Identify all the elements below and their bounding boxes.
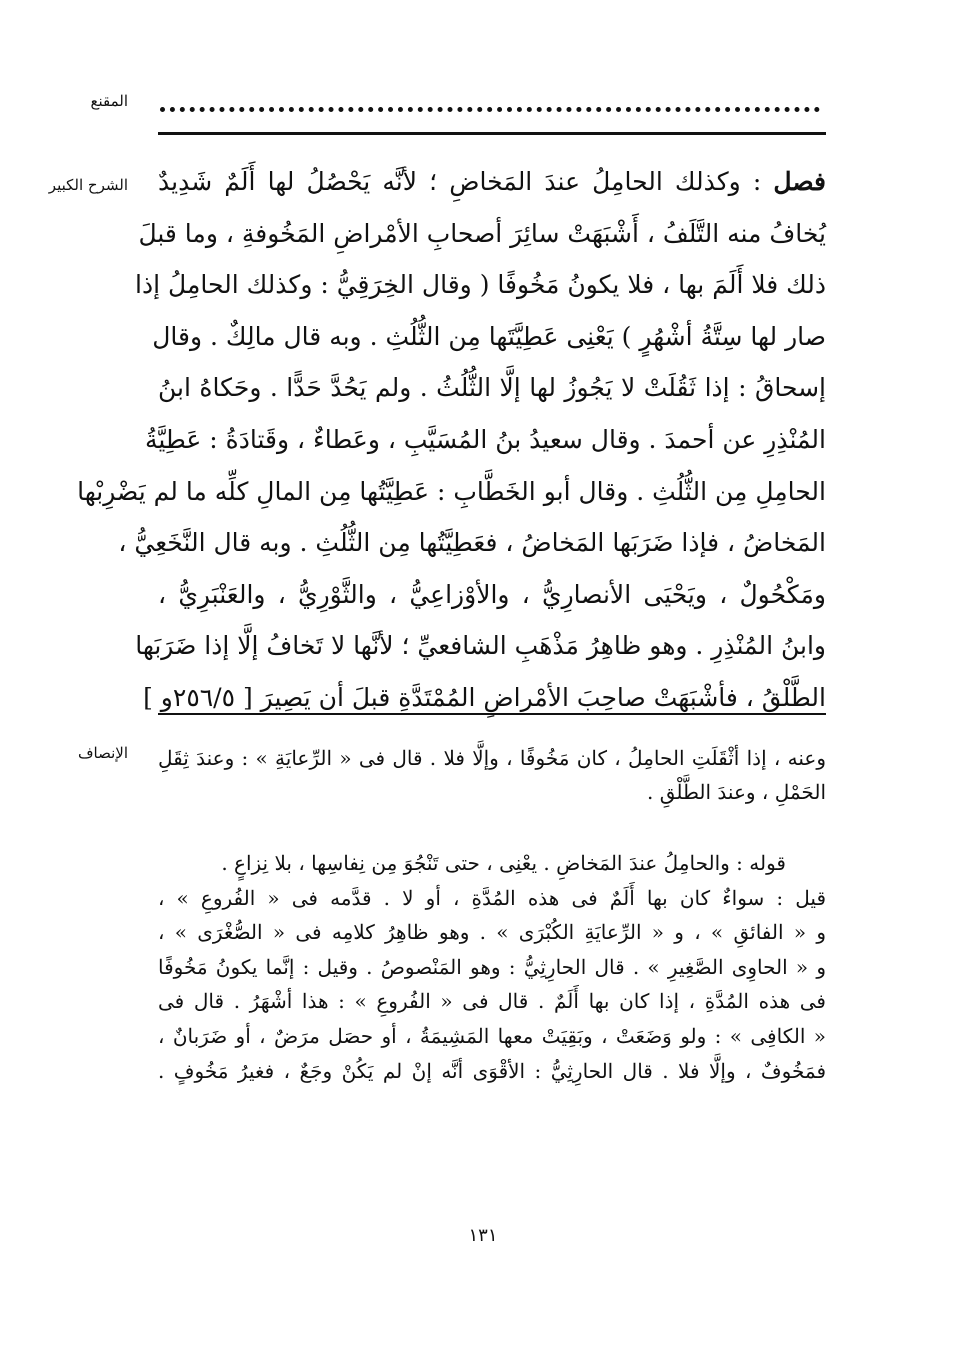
insaf-line: قوله : والحامِلُ عندَ المَخاضِ . يعْنِى ، حتى تَنْجُوَ مِن نِفاسِها ، بلا نِزاعٍ . xyxy=(221,851,786,875)
sharh-line: وابنُ المُنْذِرِ . وهو ظاهِرُ مَذْهَبِ الشافعيِّ ؛ لأنَّها لا تَخافُ إلَّا إذا ضَرَبَها xyxy=(135,631,826,661)
sharh-line: صار لها سِتَّةُ أشْهُرٍ ) يَعْنِى عَطِيَّتَها مِن الثُّلُثِ . وبه قال مالِكٌ . وقال xyxy=(152,321,826,351)
insaf-line: فى هذه المُدَّةِ ، إذا كان بها أَلَمٌ . قال فى « الفُروعِ » : هذا أشْهَرُ . قال فى xyxy=(158,989,826,1014)
sharh-line: إسحاقُ : إذا ثَقُلَتْ لا يَجُوزُ لها إلَّا الثُّلُثُ . ولم يَحُدَّ حَدًّا . وحَكاهُ ابنُ xyxy=(158,373,826,403)
insaf-line: فمَخُوفٌ ، وإلَّا فلا . قال الحارِثِيُّ : الأقْوَى أنَّه إنْ لم يَكُنْ وجَعٌ ، فغيرُ مَخُوفٍ . xyxy=(158,1058,826,1083)
sharh-line: ومَكْحُولٌ ، ويَحْيَى الأنصارِيُّ ، والأوْزاعِيُّ ، والثَّوْرِيُّ ، والعَنْبَرِيُّ ، xyxy=(158,579,826,609)
insaf-paragraph xyxy=(158,846,826,1088)
book-title-label: المقنع xyxy=(90,92,128,110)
sharh-line: يُخافُ منه التَّلَفُ ، أَشْبَهَتْ سائِرَ أصحابِ الأمْراضِ المَخُوفةِ ، وما قبلَ xyxy=(138,218,826,248)
sharh-line: ذلك فلا أَلَمَ بها ، فلا يكونُ مَخُوفًا ( وقال الخِرَقِيُّ : وكذلك الحامِلُ إذا xyxy=(135,270,826,300)
dotted-separator xyxy=(160,90,820,112)
sharh-label: الشرح الكبير xyxy=(48,176,128,194)
sharh-line: المَخاضُ ، فإذا ضَرَبَها المَخاضُ ، فعَطِيَّتُها مِن الثُّلُثِ . وبه قال النَّخَعِيُّ ، xyxy=(118,528,826,558)
fasl-heading: فصل xyxy=(773,167,826,196)
insaf-line: « الكافِى » : ولو وَضَعَتْ ، وبَقِيَتْ معها المَشِيمَةُ ، أو حصَل مرَضٌ ، أو ضَرَبانٌ ، xyxy=(158,1023,826,1048)
insaf-line: الحَمْلِ ، وعندَ الطَّلْقِ . xyxy=(647,779,826,804)
insaf-text xyxy=(158,742,826,809)
insaf-line: قيل : سواءٌ كان بها أَلَمٌ فى هذه المُدَّةِ ، أو لا . قدَّمه فى « الفُروعِ » ، xyxy=(158,885,826,910)
sharh-line: فصل : وكذلك الحامِلُ عندَ المَخاضِ ؛ لأنَّه يَحْصُلُ لها أَلَمٌ شَدِيدٌ xyxy=(158,167,826,196)
insaf-label: الإنصاف xyxy=(77,744,128,762)
insaf-line: و « الحاوِى الصَّغِيرِ » . قال الحارِثِيُّ : وهو المَنْصوصُ . وقيل : إنَّما يكونُ مَخُوفًا xyxy=(158,954,826,979)
section-rule xyxy=(158,713,826,715)
sharh-line: الحامِلِ مِن الثُّلُثِ . وقال أبو الخَطَّابِ : عَطِيَّتُها مِن المالِ كلِّه ما لم يَضْرِبْها xyxy=(77,476,826,506)
insaf-line: وعنه ، إذا أثْقَلَتِ الحامِلُ ، كان مَخُوفًا ، وإلَّا فلا . قال فى « الرِّعايَةِ » : وعندَ ثِقَلِ xyxy=(158,746,826,770)
header-rule xyxy=(158,132,826,135)
sharh-line: الطَّلْقُ ، فأشْبَهَتْ صاحِبَ الأمْراضِ المُمْتَدَّةِ قبلَ أن يَصِيرَ [ ٢٥٦/٥و ] xyxy=(143,682,826,712)
sharh-line: المُنْذِرِ عن أحمدَ . وقال سعيدُ بنُ المُسَيَّبِ ، وعَطاءٌ ، وقَتادَةُ : عَطِيَّةُ xyxy=(144,424,826,454)
insaf-line: و « الفائقِ » ، و « الرِّعايَةِ الكُبْرَى » . وهو ظاهِرُ كلامِه فى « الصُّغْرَى » ، xyxy=(158,920,826,945)
page-number: ١٣١ xyxy=(468,1225,498,1246)
